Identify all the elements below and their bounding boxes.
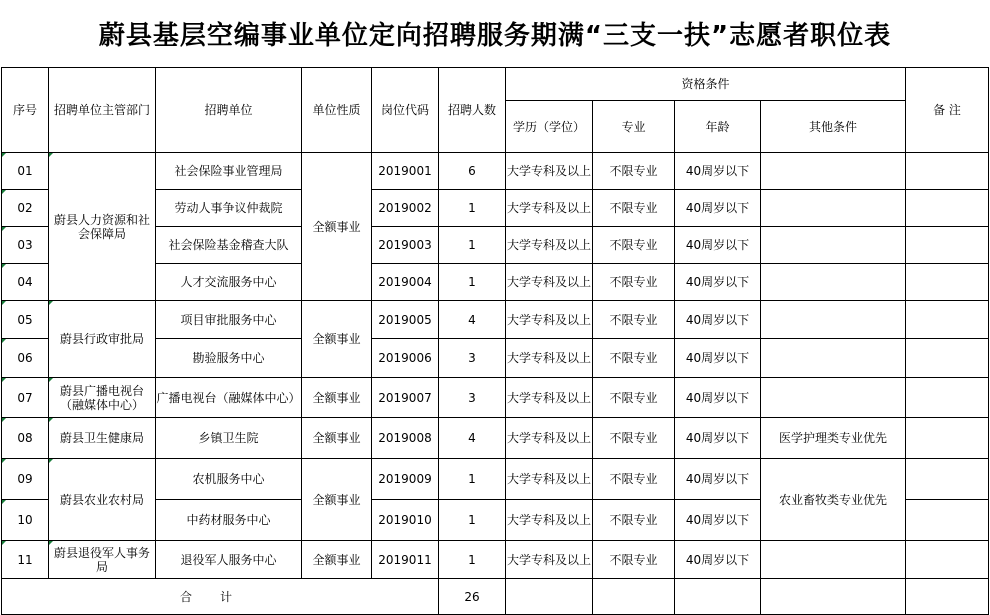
age-cell: 40周岁以下 — [675, 339, 761, 378]
page-title: 蔚县基层空编事业单位定向招聘服务期满“三支一扶”志愿者职位表 — [98, 20, 892, 51]
count-cell: 1 — [439, 264, 506, 301]
dept-cell: 蔚县退役军人事务局 — [49, 541, 156, 579]
education-cell: 大学专科及以上 — [506, 541, 593, 579]
header-unit: 招聘单位 — [156, 68, 302, 153]
education-cell: 大学专科及以上 — [506, 339, 593, 378]
count-cell: 1 — [439, 227, 506, 264]
table-row — [2, 378, 989, 418]
code-cell: 2019011 — [372, 541, 439, 579]
count-cell: 6 — [439, 153, 506, 190]
count-cell: 1 — [439, 190, 506, 227]
total-row — [2, 579, 989, 615]
age-cell: 40周岁以下 — [675, 418, 761, 459]
header-seq: 序号 — [2, 68, 49, 153]
other-cell — [761, 153, 906, 190]
code-cell: 2019004 — [372, 264, 439, 301]
major-cell: 不限专业 — [593, 153, 675, 190]
seq-cell: 07 — [2, 378, 49, 418]
education-cell: 大学专科及以上 — [506, 500, 593, 541]
header-row-top — [2, 68, 989, 101]
count-cell: 3 — [439, 378, 506, 418]
count-cell: 1 — [439, 500, 506, 541]
nature-cell: 全额事业 — [302, 378, 372, 418]
other-cell: 医学护理类专业优先 — [761, 418, 906, 459]
seq-cell: 11 — [2, 541, 49, 579]
count-cell: 4 — [439, 301, 506, 339]
other-cell — [761, 301, 906, 339]
education-cell: 大学专科及以上 — [506, 459, 593, 500]
other-cell — [761, 264, 906, 301]
remark-cell — [906, 264, 989, 301]
header-age: 年龄 — [675, 101, 761, 153]
nature-cell: 全额事业 — [302, 301, 372, 378]
unit-cell: 勘验服务中心 — [156, 339, 302, 378]
code-cell: 2019009 — [372, 459, 439, 500]
table-row — [2, 153, 989, 190]
table-row — [2, 541, 989, 579]
age-cell: 40周岁以下 — [675, 459, 761, 500]
total-label: 合计 — [2, 579, 439, 615]
age-cell: 40周岁以下 — [675, 190, 761, 227]
total-empty — [506, 579, 593, 615]
education-cell: 大学专科及以上 — [506, 190, 593, 227]
header-dept: 招聘单位主管部门 — [49, 68, 156, 153]
other-cell — [761, 378, 906, 418]
seq-cell: 02 — [2, 190, 49, 227]
code-cell: 2019001 — [372, 153, 439, 190]
remark-cell — [906, 378, 989, 418]
unit-cell: 乡镇卫生院 — [156, 418, 302, 459]
code-cell: 2019010 — [372, 500, 439, 541]
major-cell: 不限专业 — [593, 541, 675, 579]
dept-cell: 蔚县行政审批局 — [49, 301, 156, 378]
major-cell: 不限专业 — [593, 418, 675, 459]
nature-cell: 全额事业 — [302, 459, 372, 541]
total-count: 26 — [439, 579, 506, 615]
seq-cell: 08 — [2, 418, 49, 459]
age-cell: 40周岁以下 — [675, 301, 761, 339]
seq-cell: 01 — [2, 153, 49, 190]
other-cell — [761, 227, 906, 264]
education-cell: 大学专科及以上 — [506, 153, 593, 190]
major-cell: 不限专业 — [593, 190, 675, 227]
header-nature: 单位性质 — [302, 68, 372, 153]
table-row — [2, 301, 989, 339]
positions-table — [1, 67, 989, 615]
other-cell: 农业畜牧类专业优先 — [761, 459, 906, 541]
dept-cell: 蔚县卫生健康局 — [49, 418, 156, 459]
unit-cell: 人才交流服务中心 — [156, 264, 302, 301]
age-cell: 40周岁以下 — [675, 378, 761, 418]
unit-cell: 社会保险基金稽查大队 — [156, 227, 302, 264]
remark-cell — [906, 339, 989, 378]
code-cell: 2019005 — [372, 301, 439, 339]
unit-cell: 退役军人服务中心 — [156, 541, 302, 579]
remark-cell — [906, 418, 989, 459]
seq-cell: 04 — [2, 264, 49, 301]
dept-cell: 蔚县农业农村局 — [49, 459, 156, 541]
age-cell: 40周岁以下 — [675, 227, 761, 264]
nature-cell: 全额事业 — [302, 541, 372, 579]
total-empty — [761, 579, 906, 615]
major-cell: 不限专业 — [593, 227, 675, 264]
remark-cell — [906, 500, 989, 541]
age-cell: 40周岁以下 — [675, 153, 761, 190]
header-count: 招聘人数 — [439, 68, 506, 153]
remark-cell — [906, 459, 989, 500]
remark-cell — [906, 153, 989, 190]
other-cell — [761, 339, 906, 378]
other-cell — [761, 190, 906, 227]
table-row — [2, 418, 989, 459]
seq-cell: 06 — [2, 339, 49, 378]
table-row — [2, 459, 989, 500]
remark-cell — [906, 190, 989, 227]
major-cell: 不限专业 — [593, 378, 675, 418]
major-cell: 不限专业 — [593, 301, 675, 339]
seq-cell: 10 — [2, 500, 49, 541]
header-remark: 备 注 — [906, 68, 989, 153]
major-cell: 不限专业 — [593, 264, 675, 301]
code-cell: 2019008 — [372, 418, 439, 459]
education-cell: 大学专科及以上 — [506, 418, 593, 459]
education-cell: 大学专科及以上 — [506, 264, 593, 301]
nature-cell: 全额事业 — [302, 153, 372, 301]
unit-cell: 农机服务中心 — [156, 459, 302, 500]
header-major: 专业 — [593, 101, 675, 153]
age-cell: 40周岁以下 — [675, 500, 761, 541]
count-cell: 3 — [439, 339, 506, 378]
count-cell: 1 — [439, 459, 506, 500]
remark-cell — [906, 301, 989, 339]
major-cell: 不限专业 — [593, 459, 675, 500]
unit-cell: 劳动人事争议仲裁院 — [156, 190, 302, 227]
header-code: 岗位代码 — [372, 68, 439, 153]
count-cell: 1 — [439, 541, 506, 579]
major-cell: 不限专业 — [593, 339, 675, 378]
total-empty — [906, 579, 989, 615]
age-cell: 40周岁以下 — [675, 264, 761, 301]
code-cell: 2019006 — [372, 339, 439, 378]
major-cell: 不限专业 — [593, 500, 675, 541]
unit-cell: 广播电视台（融媒体中心） — [156, 378, 302, 418]
count-cell: 4 — [439, 418, 506, 459]
header-education: 学历（学位） — [506, 101, 593, 153]
unit-cell: 社会保险事业管理局 — [156, 153, 302, 190]
code-cell: 2019007 — [372, 378, 439, 418]
education-cell: 大学专科及以上 — [506, 227, 593, 264]
seq-cell: 05 — [2, 301, 49, 339]
seq-cell: 09 — [2, 459, 49, 500]
total-empty — [593, 579, 675, 615]
remark-cell — [906, 541, 989, 579]
header-other: 其他条件 — [761, 101, 906, 153]
seq-cell: 03 — [2, 227, 49, 264]
age-cell: 40周岁以下 — [675, 541, 761, 579]
dept-cell: 蔚县人力资源和社会保障局 — [49, 153, 156, 301]
dept-cell: 蔚县广播电视台（融媒体中心） — [49, 378, 156, 418]
unit-cell: 项目审批服务中心 — [156, 301, 302, 339]
education-cell: 大学专科及以上 — [506, 378, 593, 418]
nature-cell: 全额事业 — [302, 418, 372, 459]
other-cell — [761, 541, 906, 579]
code-cell: 2019003 — [372, 227, 439, 264]
header-qualifications: 资格条件 — [506, 68, 906, 101]
code-cell: 2019002 — [372, 190, 439, 227]
total-empty — [675, 579, 761, 615]
unit-cell: 中药材服务中心 — [156, 500, 302, 541]
remark-cell — [906, 227, 989, 264]
education-cell: 大学专科及以上 — [506, 301, 593, 339]
